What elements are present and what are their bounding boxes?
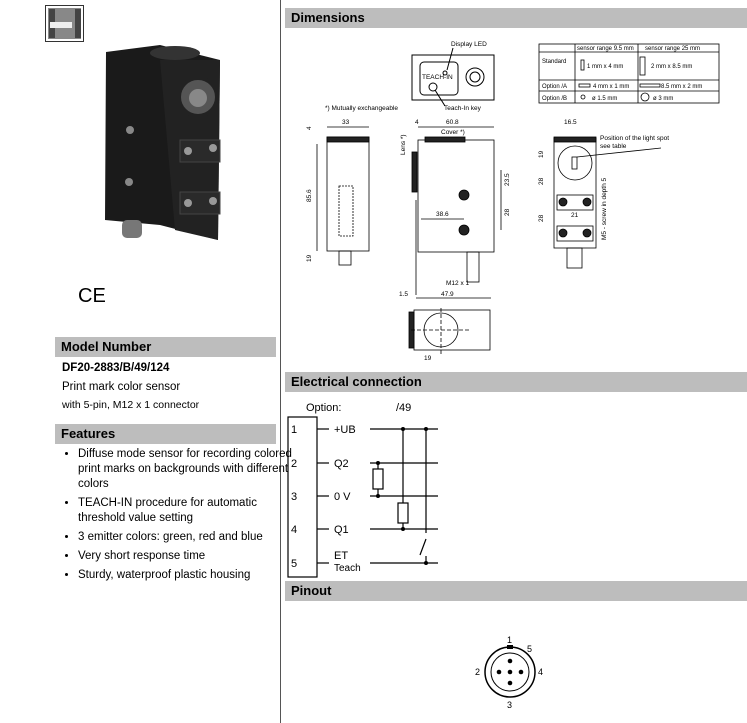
dim-28: 28 <box>504 208 511 216</box>
electrical-connection-header: Electrical connection <box>285 372 747 392</box>
label-teach-in: TEACH-IN <box>422 74 453 81</box>
side-view <box>317 127 369 265</box>
features-list <box>58 447 300 587</box>
table-cell: 8.5 mm x 2 mm <box>661 84 703 90</box>
dim-19: 19 <box>538 150 545 158</box>
label-teach-in-key: Teach-In key <box>444 105 481 112</box>
label-lens: Lens *) <box>400 134 407 155</box>
option-label: Option: <box>306 402 342 414</box>
dim-19: 19 <box>424 355 432 362</box>
pinout-pin-label: 3 <box>507 700 513 710</box>
dim-60-8: 60.8 <box>446 119 459 126</box>
dim-21: 21 <box>571 212 579 219</box>
pinout-pin-label: 1 <box>507 635 513 645</box>
feature-item: • 3 emitter colors: green, red and blue <box>78 530 300 545</box>
dim-47-9: 47.9 <box>441 291 454 298</box>
description-line-1: Print mark color sensor <box>62 381 181 393</box>
model-number: DF20-2883/B/49/124 <box>62 362 170 374</box>
pin-number: 2 <box>291 458 298 470</box>
pin-number: 4 <box>291 524 298 536</box>
table-cell: 4 mm x 1 mm <box>593 84 630 90</box>
table-cell: Option /A <box>542 84 568 90</box>
table-header: sensor range 9.5 mm <box>577 46 634 52</box>
dimensions-header: Dimensions <box>285 8 747 28</box>
dim-28: 28 <box>538 177 545 185</box>
table-cell: Option /B <box>542 96 568 102</box>
electrical-diagram <box>281 393 481 581</box>
dim-4: 4 <box>415 119 419 126</box>
pin-number: 1 <box>291 424 298 436</box>
pin-label: 0 V <box>334 491 351 503</box>
pin-label: Q2 <box>334 458 349 470</box>
dim-4: 4 <box>306 126 313 130</box>
front-view <box>412 127 501 298</box>
table-cell: Standard <box>542 59 567 65</box>
pinout-pin-label: 2 <box>475 667 481 677</box>
light-spot-table <box>539 44 719 103</box>
feature-item: • Very short response time <box>78 549 300 564</box>
label-see-table: see table <box>600 143 627 150</box>
pinout-pin-label: 4 <box>538 667 544 677</box>
pin-label: Teach <box>334 563 361 574</box>
model-number-header: Model Number <box>55 337 276 357</box>
feature-item: • Sturdy, waterproof plastic housing <box>78 568 300 583</box>
dim-28: 28 <box>538 214 545 222</box>
pinout-pin-label: 5 <box>527 644 533 654</box>
description-line-2: with 5-pin, M12 x 1 connector <box>62 399 200 411</box>
pin-number: 5 <box>291 558 298 570</box>
product-photo <box>100 40 230 240</box>
option-value: /49 <box>396 402 412 414</box>
dimensions-drawing <box>281 30 747 370</box>
table-header: sensor range 25 mm <box>645 46 701 52</box>
label-screw: M5 - screw in depth 5 <box>601 177 608 240</box>
pin-label: +UB <box>334 424 356 436</box>
dim-33: 33 <box>342 119 350 126</box>
pinout-header: Pinout <box>285 581 747 601</box>
feature-item: • Diffuse mode sensor for recording colored print marks on backgrounds with different colors <box>78 447 300 492</box>
dim-1-5: 1.5 <box>399 291 409 298</box>
table-cell: 2 mm x 8.5 mm <box>651 64 693 70</box>
sensor-type-icon <box>45 5 85 43</box>
pin-label: ET <box>334 550 349 562</box>
label-cover: Cover *) <box>441 129 465 136</box>
pin-number: 3 <box>291 491 298 503</box>
features-header: Features <box>55 424 276 444</box>
bottom-view <box>409 308 490 355</box>
table-cell: 1 mm x 4 mm <box>587 64 624 70</box>
dim-16-5: 16.5 <box>564 119 577 126</box>
pinout-diagram <box>470 630 550 715</box>
label-mutually-exchangeable: *) Mutually exchangeable <box>325 105 398 112</box>
label-display-led: Display LED <box>451 41 487 48</box>
dim-85-6: 85.6 <box>306 189 313 202</box>
table-cell: ø 3 mm <box>653 96 674 102</box>
pin-label: Q1 <box>334 524 349 536</box>
dim-38-6: 38.6 <box>436 211 449 218</box>
ce-mark: CE <box>78 285 106 307</box>
table-cell: ø 1.5 mm <box>592 96 618 102</box>
dim-m12: M12 x 1 <box>446 280 470 287</box>
label-light-spot: Position of the light spot <box>600 135 670 142</box>
dim-23-5: 23.5 <box>504 173 511 186</box>
dim-19: 19 <box>306 254 313 262</box>
feature-item: • TEACH-IN procedure for automatic threshold value setting <box>78 496 300 526</box>
